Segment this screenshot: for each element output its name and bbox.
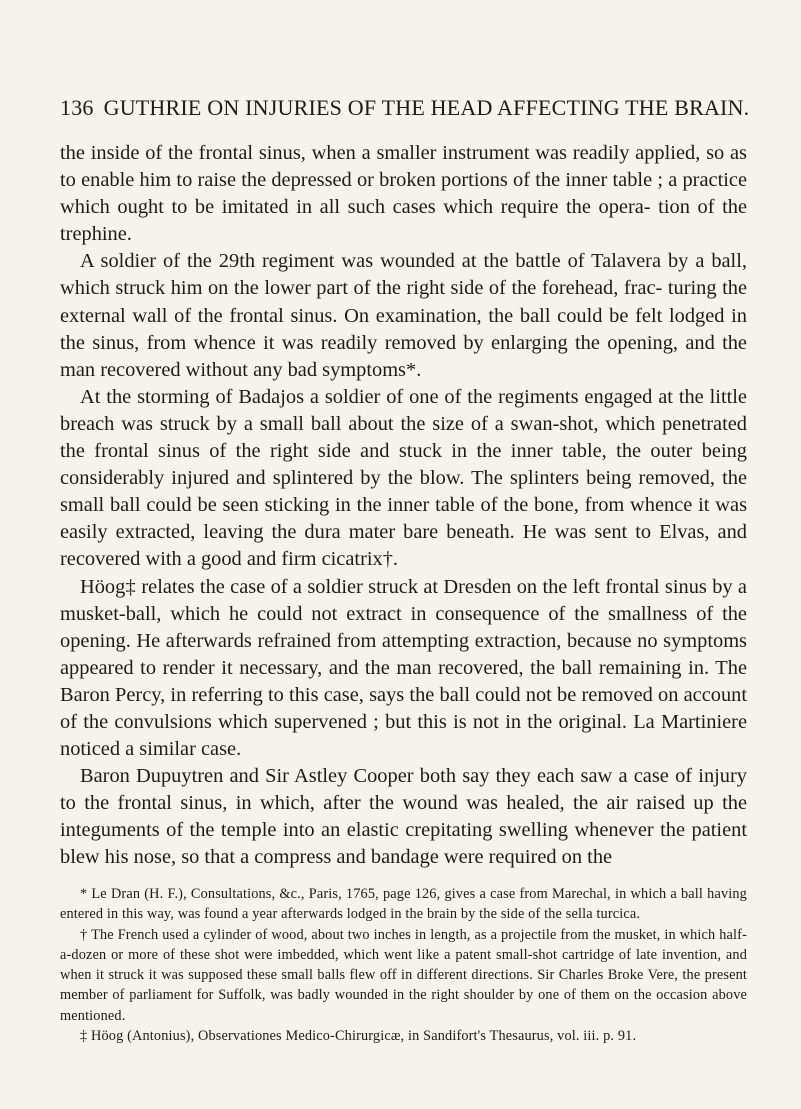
running-head [60,95,760,121]
paragraph-hoog-case: Höog‡ relates the case of a soldier struck at Dresden on the left frontal sinus by a musket-ball, which he could not extract in consequence of the smallness of the opening. He afterwards refrained from attempting extraction, because no symptoms appeared to render it necessary, and the man recovered, the ball remaining in. The Baron Percy, in referring to this case, says the ball could not be removed on account of the convulsions which supervened ; but this is not in the original. La Martiniere noticed a similar case. [60,575,747,761]
body-text [60,140,747,872]
page-number: 136 [60,95,94,120]
running-title: GUTHRIE ON INJURIES OF THE HEAD AFFECTING THE BRAIN. [103,95,750,120]
paragraph-talavera-case: A soldier of the 29th regiment was wounded at the battle of Talavera by a ball, which struck him on the lower part of the right side of the forehead, frac- turing the external wall of the frontal sinus. On examination, the ball could be felt lodged in the sinus, from whence it was readily removed by enlarging the opening, and the man recovered without any bad symptoms*. [60,250,747,381]
paragraph-dupuytren-cooper: Baron Dupuytren and Sir Astley Cooper both say they each saw a case of injury to the frontal sinus, in which, after the wound was healed, the air raised up the integuments of the temple into an elastic crepitating swelling whenever the patient blew his nose, so that a compress and bandage were required on the [60,765,747,869]
footnote-asterisk: * Le Dran (H. F.), Consultations, &c., Paris, 1765, page 126, gives a case from Marechal, in which a ball having entered in this way, was found a year afterwards lodged in the brain by the side of the sella turcica. [60,886,747,923]
paragraph-badajos-case: At the storming of Badajos a soldier of one of the regiments engaged at the little breach was struck by a small ball about the size of a swan-shot, which penetrated the frontal sinus of the right side and stuck in the inner table, the outer being considerably injured and splintered by the blow. The splinters being removed, the small ball could be seen sticking in the inner table of the bone, from whence it was easily extracted, leaving the dura mater bare beneath. He was sent to Elvas, and recovered with a good and firm cicatrix†. [60,385,747,571]
footnote-dagger: † The French used a cylinder of wood, about two inches in length, as a projectile from the musket, in which half-a-dozen or more of these shot were imbedded, which went like a patent small-shot cartridge of late invention, and when it struck it was supposed these small balls flew off in different directions. Sir Charles Broke Vere, the present member of parliament for Suffolk, was badly wounded in the right shoulder by one of them on the occasion above mentioned. [60,926,747,1024]
footnotes [60,884,747,1046]
paragraph-frontal-sinus-continued: the inside of the frontal sinus, when a smaller instrument was readily applied, so as to enable him to raise the depressed or broken portions of the inner table ; a practice which ought to be imitated in all such cases which require the opera- tion of the trephine. [60,142,747,246]
footnote-double-dagger: ‡ Höog (Antonius), Observationes Medico-Chirurgicæ, in Sandifort's Thesaurus, vol. iii. p. 91. [80,1028,637,1045]
